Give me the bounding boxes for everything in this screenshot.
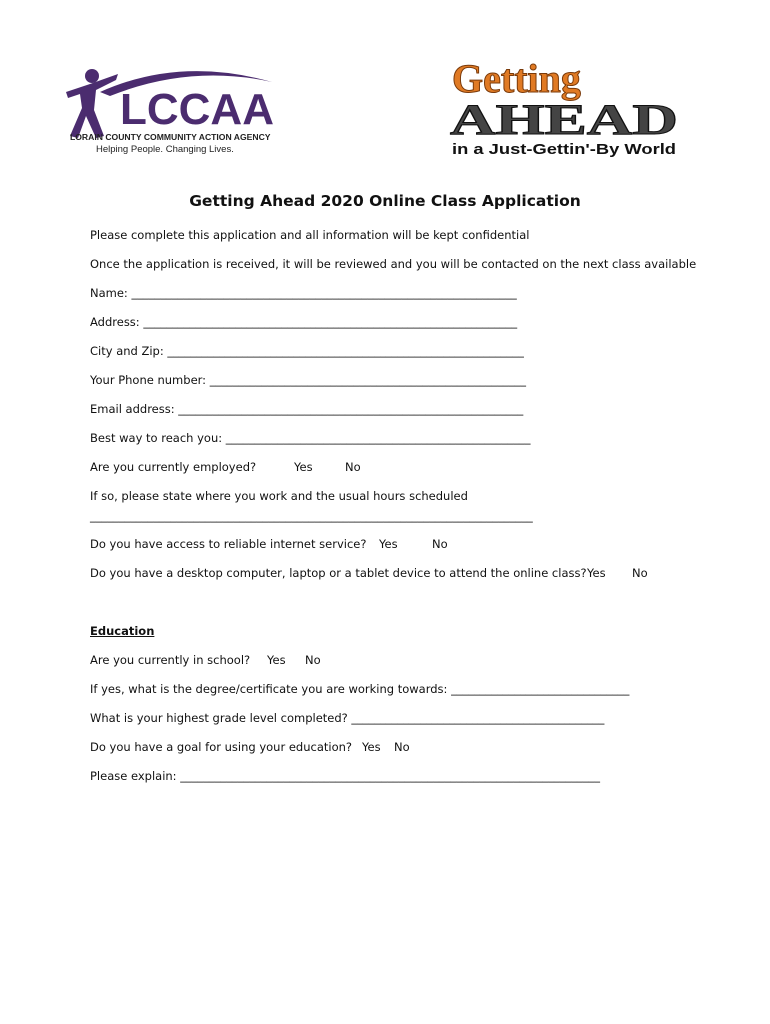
work-field[interactable]: _____________________________________________________________________________ [90,509,533,523]
school-question: Are you currently in school? [90,653,251,667]
lccaa-brand: LCCAA [120,85,274,134]
employed-yes-option[interactable]: Yes [294,460,313,474]
internet-yes-option[interactable]: Yes [379,537,398,551]
reach-field[interactable]: Best way to reach you: _____________________________________________________ [90,431,531,445]
education-heading: Education [90,624,155,638]
intro-review: Once the application is received, it will be reviewed and you will be contacted on the next class available [90,257,697,271]
getting-ahead-logo [446,56,686,162]
form-title: Getting Ahead 2020 Online Class Application [189,192,581,210]
degree-field[interactable]: If yes, what is the degree/certificate you are working towards: _______________________________ [90,682,630,696]
employed-no-option[interactable]: No [345,460,361,474]
device-question: Do you have a desktop computer, laptop or a tablet device to attend the online class? [90,566,587,580]
goal-yes-option[interactable]: Yes [362,740,381,754]
work-question: If so, please state where you work and the usual hours scheduled [90,489,468,503]
device-no-option[interactable]: No [632,566,648,580]
phone-field[interactable]: Your Phone number: _______________________________________________________ [90,373,526,387]
device-yes-option[interactable]: Yes [587,566,606,580]
goal-no-option[interactable]: No [394,740,410,754]
goal-question: Do you have a goal for using your education? [90,740,353,754]
lccaa-logo [60,62,290,158]
getting-ahead-line2: AHEAD [450,97,678,144]
internet-no-option[interactable]: No [432,537,448,551]
employed-question: Are you currently employed? [90,460,257,474]
explain-field[interactable]: Please explain: _________________________________________________________________________ [90,769,600,783]
internet-question: Do you have access to reliable internet service? [90,537,367,551]
grade-field[interactable]: What is your highest grade level completed? ____________________________________________ [90,711,605,725]
getting-ahead-line3: in a Just-Gettin'-By World [452,141,676,158]
school-no-option[interactable]: No [305,653,321,667]
lccaa-agency-name: LORAIN COUNTY COMMUNITY ACTION AGENCY [70,132,271,142]
address-field[interactable]: Address: _________________________________________________________________ [90,315,518,329]
intro-confidential: Please complete this application and all information will be kept confidential [90,228,530,242]
email-field[interactable]: Email address: ____________________________________________________________ [90,402,524,416]
name-field[interactable]: Name: ___________________________________________________________________ [90,286,517,300]
getting-ahead-line1: Getting [452,56,581,101]
lccaa-tagline: Helping People. Changing Lives. [96,144,234,155]
city-zip-field[interactable]: City and Zip: ______________________________________________________________ [90,344,524,358]
school-yes-option[interactable]: Yes [267,653,286,667]
